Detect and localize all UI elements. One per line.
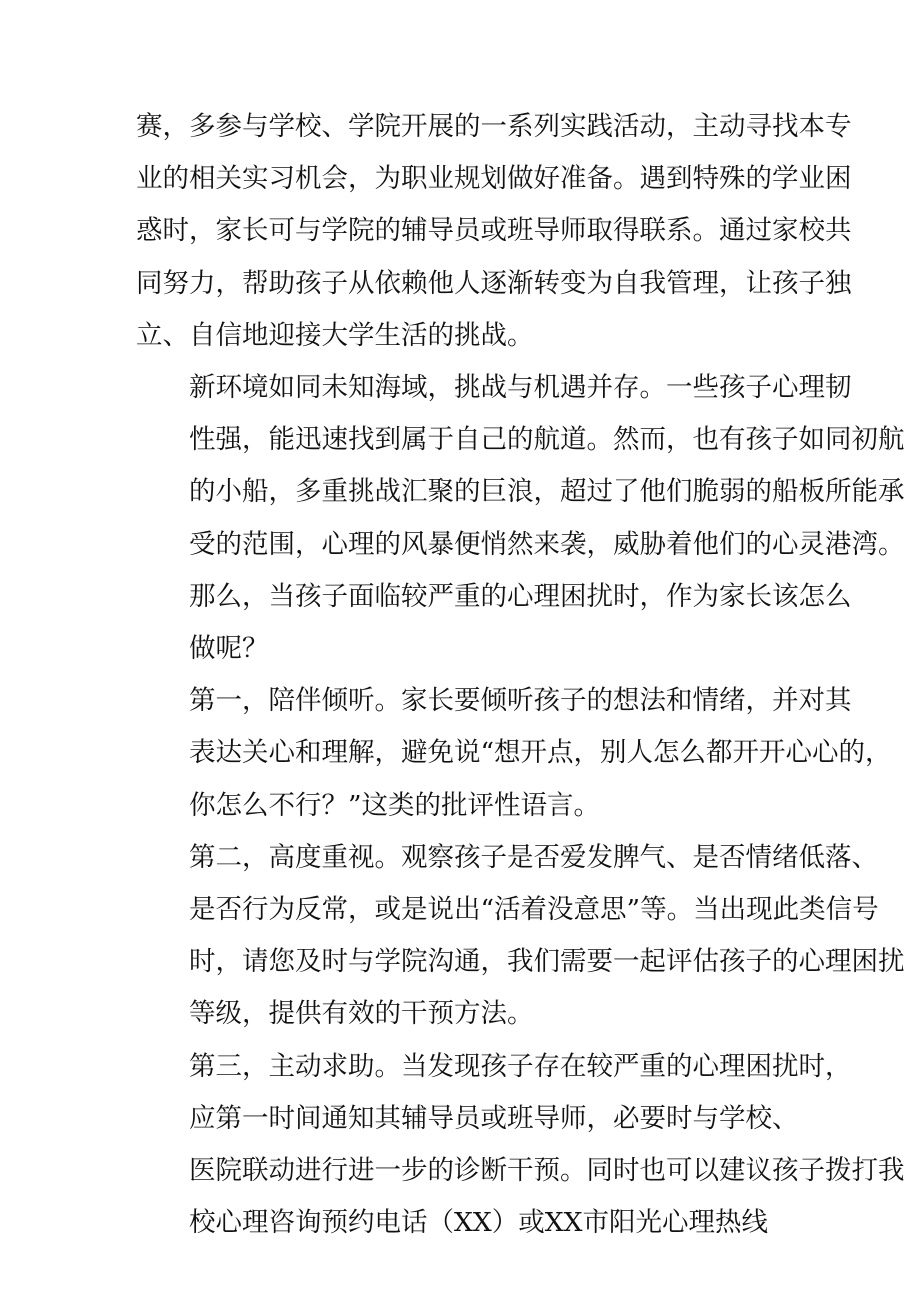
text-line: 你怎么不行？”这类的批评性语言。 [189, 789, 601, 821]
text-line: 校心理咨询预约电话（XX）或XX市阳光心理热线 [189, 1207, 768, 1239]
paragraph [136, 832, 905, 1041]
paragraph [136, 101, 852, 362]
text-line: 是否行为反常，或是说出“活着没意思”等。当出现此类信号 [189, 894, 879, 926]
paragraph [136, 675, 892, 832]
text-line: 第二，高度重视。观察孩子是否爱发脾气、是否情绪低落、 [189, 841, 878, 873]
text-line: 第三，主动求助。当发现孩子存在较严重的心理困扰时， [189, 1050, 852, 1082]
text-line: 医院联动进行进一步的诊断干预。同时也可以建议孩子拨打我 [189, 1155, 905, 1187]
text-line: 那么，当孩子面临较严重的心理困扰时，作为家长该怎么 [189, 580, 852, 612]
text-line: 表达关心和理解，避免说“想开点，别人怎么都开开心心的， [189, 737, 892, 769]
text-line: 赛，多参与学校、学院开展的一系列实践活动，主动寻找本专 [136, 111, 852, 142]
text-line: 立、自信地迎接大学生活的挑战。 [136, 319, 534, 351]
text-line: 惑时，家长可与学院的辅导员或班导师取得联系。通过家校共 [136, 215, 852, 247]
text-line: 第一，陪伴倾听。家长要倾听孩子的想法和情绪，并对其 [189, 685, 852, 717]
text-line: 新环境如同未知海域，挑战与机遇并存。一些孩子心理韧 [189, 372, 852, 404]
paragraph [136, 1041, 905, 1250]
text-line: 等级，提供有效的干预方法。 [189, 998, 534, 1030]
text-line: 的小船，多重挑战汇聚的巨浪，超过了他们脆弱的船板所能承 [189, 476, 905, 508]
paragraph [136, 571, 852, 675]
text-line: 同努力，帮助孩子从依赖他人逐渐转变为自我管理，让孩子独 [136, 267, 852, 299]
text-line: 时，请您及时与学院沟通，我们需要一起评估孩子的心理困扰 [189, 946, 905, 978]
text-line: 性强，能迅速找到属于自己的航道。然而，也有孩子如同初航 [189, 424, 905, 456]
document-body [136, 101, 905, 1249]
text-line: 做呢？ [189, 633, 269, 665]
text-line: 应第一时间通知其辅导员或班导师，必要时与学校、 [189, 1102, 799, 1134]
text-line: 业的相关实习机会，为职业规划做好准备。遇到特殊的学业困 [136, 163, 852, 195]
text-line: 受的范围，心理的风暴便悄然来袭，威胁着他们的心灵港湾。 [189, 528, 905, 560]
paragraph [136, 362, 905, 571]
